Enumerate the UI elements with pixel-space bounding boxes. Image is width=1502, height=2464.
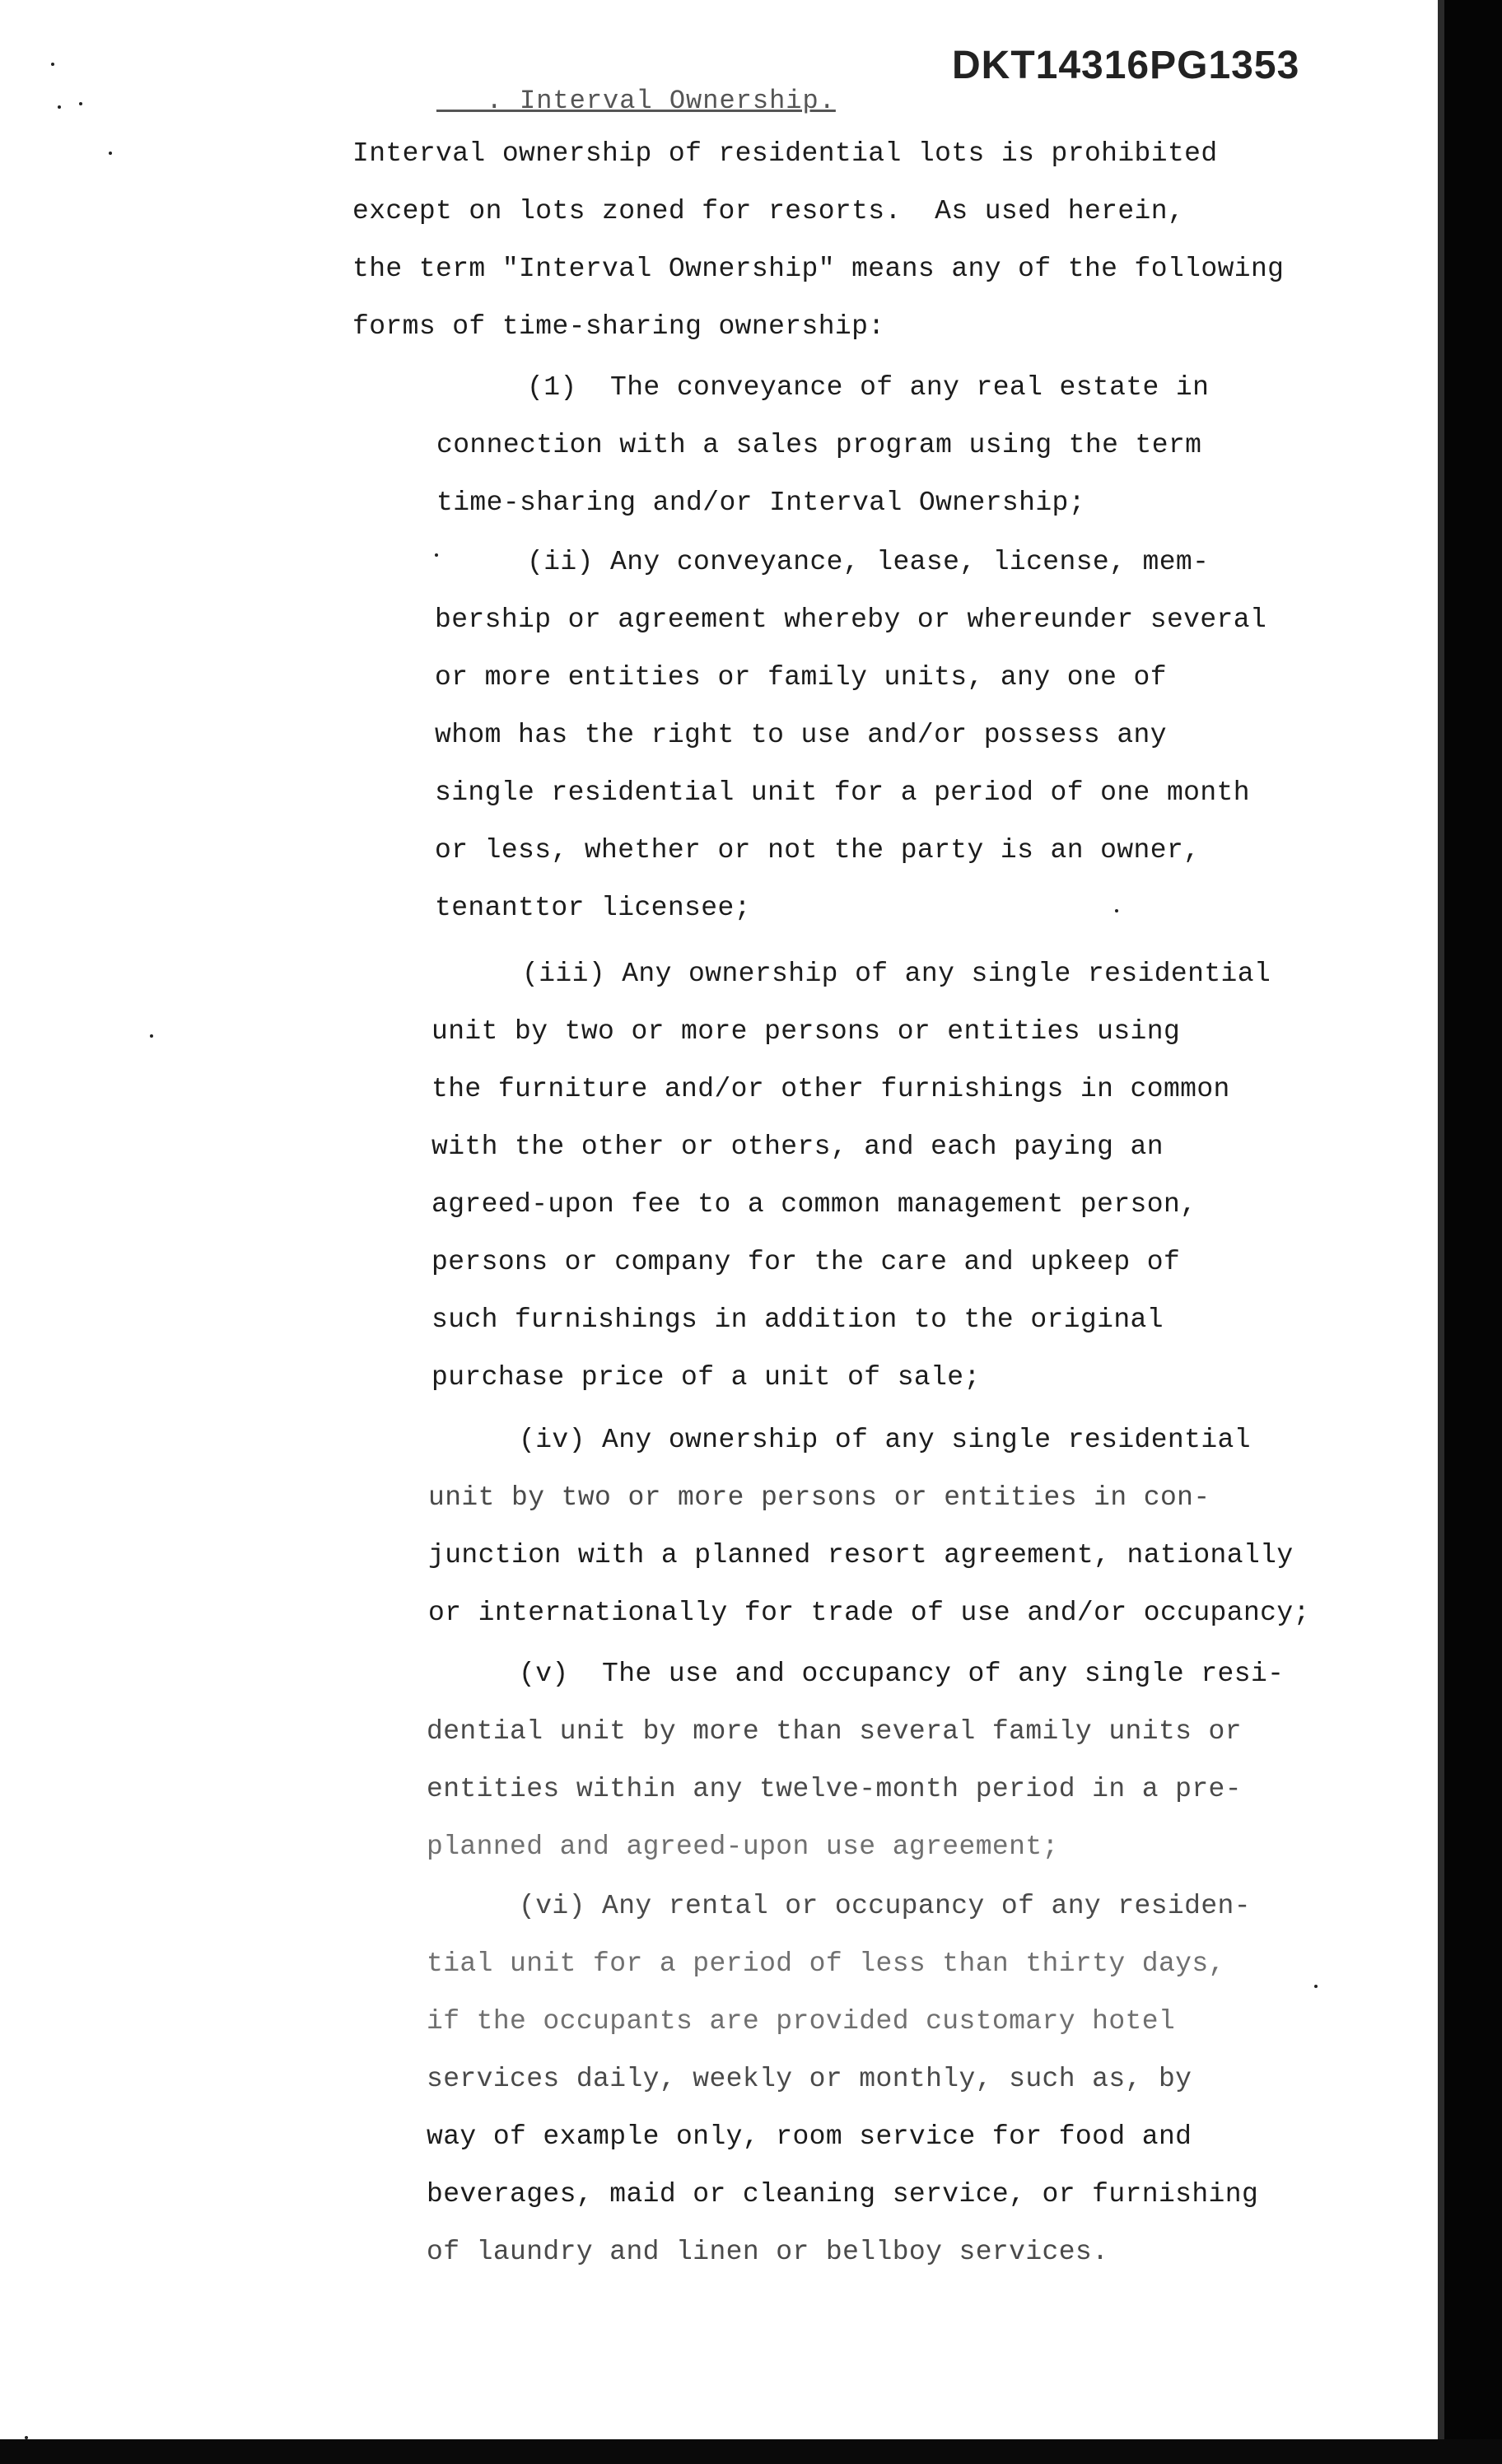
clause-1-line: time-sharing and/or Interval Ownership; xyxy=(436,488,1085,518)
clause-4-line: junction with a planned resort agreement, nationally xyxy=(428,1540,1294,1570)
clause-6-line: of laundry and linen or bellboy services. xyxy=(427,2237,1109,2267)
clause-5-line: dential unit by more than several family units or xyxy=(427,1716,1242,1747)
clause-2-line: single residential unit for a period of one month xyxy=(435,777,1250,808)
scan-speck xyxy=(58,105,61,109)
clause-6-line: tial unit for a period of less than thirty days, xyxy=(427,1948,1225,1979)
intro-line: Interval ownership of residential lots is prohibited xyxy=(352,138,1218,169)
scan-speck xyxy=(25,2436,28,2439)
scan-speck xyxy=(79,102,82,105)
clause-5-line: (v) The use and occupancy of any single resi- xyxy=(519,1659,1285,1689)
scan-speck xyxy=(1115,909,1118,912)
clause-3-line: purchase price of a unit of sale; xyxy=(431,1362,981,1393)
scan-border-right xyxy=(1444,0,1502,2464)
clause-6-line: services daily, weekly or monthly, such as, by xyxy=(427,2064,1192,2094)
clause-3-line: unit by two or more persons or entities using xyxy=(431,1016,1181,1047)
clause-1-line: connection with a sales program using the term xyxy=(436,430,1202,460)
clause-1-line: (1) The conveyance of any real estate in xyxy=(527,372,1210,403)
clause-2-line: (ii) Any conveyance, lease, license, mem- xyxy=(527,547,1210,577)
scan-speck xyxy=(109,152,112,155)
clause-2-line: or more entities or family units, any one of xyxy=(435,662,1167,693)
clause-6-line: beverages, maid or cleaning service, or furnishing xyxy=(427,2179,1259,2210)
scan-speck xyxy=(150,1034,153,1038)
scan-speck xyxy=(51,63,54,66)
clause-5-line: planned and agreed-upon use agreement; xyxy=(427,1832,1059,1862)
clause-3-line: (iii) Any ownership of any single residential xyxy=(522,959,1271,989)
scan-border-bottom xyxy=(0,2439,1502,2464)
clause-6-line: if the occupants are provided customary hotel xyxy=(427,2006,1176,2037)
clause-2-line: or less, whether or not the party is an owner, xyxy=(435,835,1201,866)
clause-3-line: persons or company for the care and upkeep of xyxy=(431,1247,1181,1277)
clause-4-line: or internationally for trade of use and/or occupancy; xyxy=(428,1598,1310,1628)
clause-2-line: bership or agreement whereby or whereunder several xyxy=(435,604,1267,635)
intro-line: the term "Interval Ownership" means any of the following xyxy=(352,254,1285,284)
scan-speck xyxy=(435,553,438,557)
clause-4-line: (iv) Any ownership of any single residential xyxy=(519,1425,1251,1455)
docket-number: DKT14316PG1353 xyxy=(952,44,1300,87)
clause-4-line: unit by two or more persons or entities in con- xyxy=(428,1482,1210,1513)
clause-3-line: such furnishings in addition to the original xyxy=(431,1304,1164,1335)
clause-2-line: whom has the right to use and/or possess any xyxy=(435,720,1167,750)
clause-6-line: (vi) Any rental or occupancy of any residen- xyxy=(519,1891,1251,1921)
clause-3-line: agreed-upon fee to a common management person, xyxy=(431,1189,1197,1220)
clause-5-line: entities within any twelve-month period in a pre- xyxy=(427,1774,1242,1804)
intro-line: except on lots zoned for resorts. As used herein, xyxy=(352,196,1185,226)
clause-6-line: way of example only, room service for food and xyxy=(427,2121,1192,2152)
scan-border-shadow xyxy=(1438,0,1444,2464)
section-heading: ___. Interval Ownership. xyxy=(436,86,836,116)
clause-3-line: the furniture and/or other furnishings in common xyxy=(431,1074,1230,1104)
clause-2-line: tenanttor licensee; xyxy=(435,893,751,923)
clause-3-line: with the other or others, and each paying an xyxy=(431,1132,1164,1162)
intro-line: forms of time-sharing ownership: xyxy=(352,311,885,342)
scan-speck xyxy=(1314,1985,1318,1988)
